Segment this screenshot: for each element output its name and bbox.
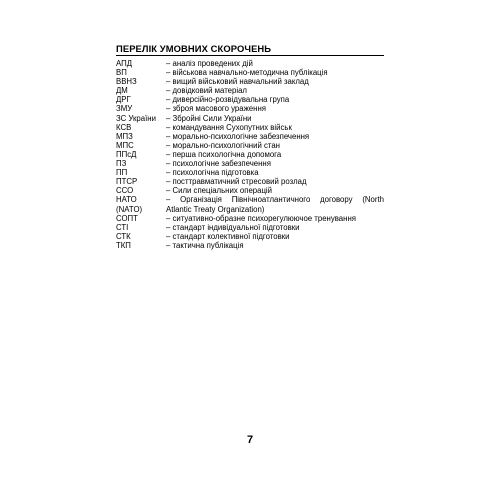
- abbreviation-definition: – зброя масового ураження: [166, 104, 266, 114]
- list-item: [116, 241, 384, 250]
- list-item: [116, 232, 384, 241]
- abbreviation-alt: (NATO): [116, 204, 143, 214]
- abbreviation-definition: – диверсійно-розвідувальна група: [166, 95, 290, 105]
- list-item: [116, 114, 384, 123]
- abbreviation-definition: – Сили спеціальних операцій: [166, 186, 273, 196]
- list-item: [116, 132, 384, 141]
- abbreviation-definition: – стандарт колективної підготовки: [166, 231, 290, 241]
- list-item: [116, 104, 384, 113]
- abbreviation: АПД: [116, 59, 132, 68]
- abbreviation-definition: – Організація Північноатлантичного договору (North: [166, 195, 384, 205]
- abbreviation-definition: – психологічне забезпечення: [166, 159, 271, 169]
- list-item: [116, 223, 384, 232]
- abbreviation: КСВ: [116, 122, 132, 132]
- abbreviation: СТІ: [116, 222, 129, 232]
- abbreviation-definition: – Збройні Сили України: [166, 113, 252, 123]
- abbreviation-definition: – посттравматичний стресовий розлад: [166, 177, 307, 187]
- list-item: [116, 86, 384, 95]
- page-heading: ПЕРЕЛІК УМОВНИХ СКОРОЧЕНЬ: [116, 43, 272, 54]
- list-item: [116, 195, 384, 204]
- list-item: [116, 186, 384, 195]
- abbreviation: МПЗ: [116, 131, 133, 141]
- abbreviation-definition: – стандарт індивідуальної підготовки: [166, 222, 300, 232]
- list-item: [116, 59, 384, 68]
- list-item: [116, 214, 384, 223]
- list-item: [116, 159, 384, 168]
- abbreviation: ПТСР: [116, 177, 138, 187]
- abbreviation-list: [116, 59, 384, 250]
- abbreviation: ВП: [116, 68, 127, 78]
- abbreviation-definition: – командування Сухопутних військ: [166, 122, 292, 132]
- list-item: [116, 95, 384, 104]
- abbreviation: ЗМУ: [116, 104, 133, 114]
- list-item: [116, 68, 384, 77]
- abbreviation: ДРГ: [116, 95, 131, 105]
- abbreviation-definition: – ситуативно-образне психорегулюючое тренування: [166, 213, 356, 223]
- abbreviation: ПЗ: [116, 159, 127, 169]
- abbreviation: НАТО: [116, 195, 137, 205]
- abbreviation: ДМ: [116, 86, 128, 96]
- abbreviation-definition: – морально-психологічне забезпечення: [166, 131, 310, 141]
- list-item: [116, 123, 384, 132]
- abbreviation: ППсД: [116, 149, 137, 159]
- abbreviation: МПС: [116, 140, 134, 150]
- abbreviation-definition: – морально-психологічний стан: [166, 140, 280, 150]
- list-item: [116, 141, 384, 150]
- list-item: [116, 77, 384, 86]
- abbreviation: СТК: [116, 231, 131, 241]
- abbreviation-definition: – військова навчально-методична публікація: [166, 68, 328, 78]
- list-item: [116, 177, 384, 186]
- abbreviation: ТКП: [116, 240, 131, 250]
- list-item: [116, 168, 384, 177]
- list-item: [116, 150, 384, 159]
- abbreviation: СОПТ: [116, 213, 138, 223]
- page-number: 7: [246, 434, 254, 446]
- heading-underline: [116, 55, 384, 56]
- abbreviation-definition: – тактична публікація: [166, 240, 244, 250]
- abbreviation: ЗС України: [116, 113, 156, 123]
- abbreviation-definition: – вищий військовий навчальний заклад: [166, 77, 309, 87]
- abbreviation-definition: – довідковий матеріал: [166, 86, 247, 96]
- abbreviation-definition-continued: Atlantic Treaty Organization): [166, 204, 265, 214]
- abbreviation-definition: – психологічна підготовка: [166, 168, 259, 178]
- abbreviation-definition: – перша психологічна допомога: [166, 149, 282, 159]
- abbreviation: ПП: [116, 168, 128, 178]
- abbreviation: ССО: [116, 186, 134, 196]
- list-item-continuation: [116, 205, 384, 214]
- abbreviation: ВВНЗ: [116, 77, 137, 87]
- abbreviation-definition: – аналіз проведених дій: [166, 59, 253, 68]
